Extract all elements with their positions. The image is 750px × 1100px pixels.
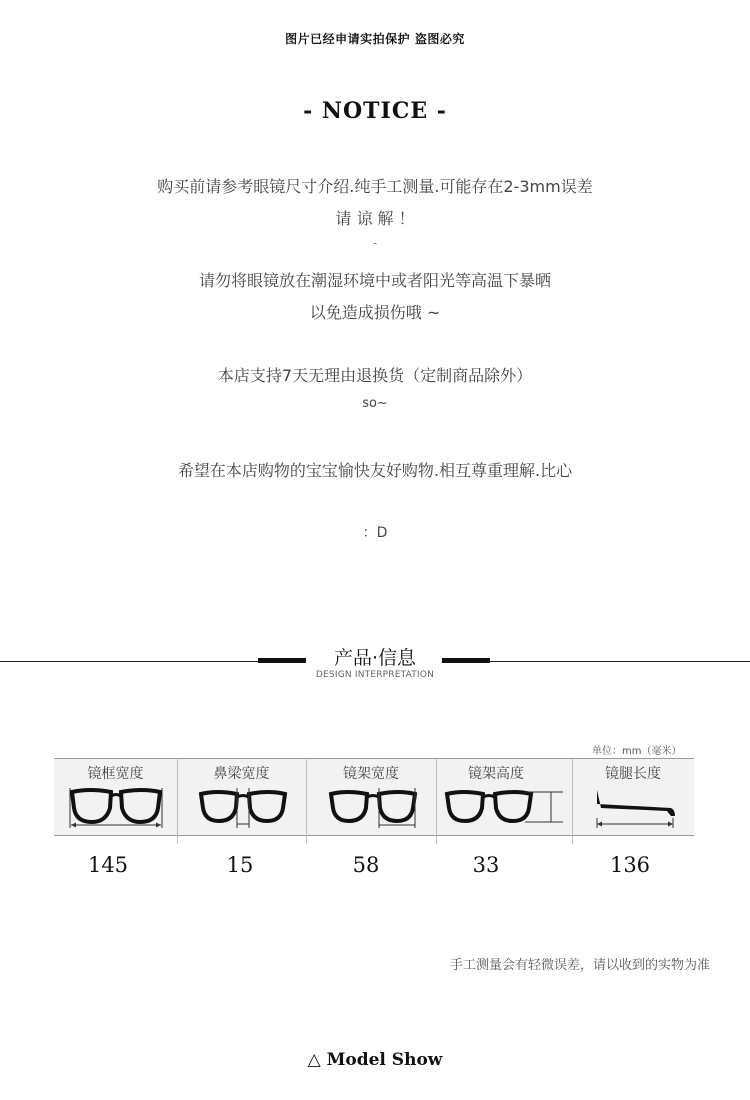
notice-line-storage: 请勿将眼镜放在潮湿环境中或者阳光等高温下暴晒 [198, 271, 551, 290]
notice-line-size-reference: 购买前请参考眼镜尺寸介绍.纯手工测量.可能存在2-3mm误差 [157, 177, 593, 196]
notice-separator: - [372, 236, 378, 250]
lens-width-icon [327, 784, 419, 830]
section-subtitle: DESIGN INTERPRETATION [315, 670, 435, 680]
label-temple-length: 镜腿长度 [605, 766, 661, 782]
value-bridge-width: 15 [226, 853, 254, 877]
label-frame-width: 镜框宽度 [87, 766, 144, 782]
notice-line-so: so~ [362, 396, 388, 411]
notice-line-damage: 以免造成损伤哦 ~ [309, 303, 441, 322]
protection-notice: 图片已经申请实拍保护 盗图必究 [285, 32, 465, 46]
notice-line-smile: ：D [362, 525, 388, 541]
notice-line-apology: 请 谅 解 ！ [335, 209, 415, 228]
bridge-width-icon [197, 784, 289, 830]
value-frame-width: 145 [87, 853, 129, 877]
unit-label: 单位：mm（毫米） [592, 746, 682, 757]
value-lens-height: 33 [472, 853, 500, 877]
value-temple-length: 136 [609, 853, 651, 877]
label-bridge-width: 鼻梁宽度 [213, 766, 270, 782]
section-title: 产品·信息 [333, 647, 417, 669]
label-lens-width: 镜架宽度 [343, 766, 399, 782]
model-show-heading: △ Model Show [307, 1050, 443, 1070]
notice-title: - NOTICE - [303, 98, 447, 124]
frame-width-icon [66, 784, 166, 830]
notice-line-returns: 本店支持7天无理由退换货（定制商品除外） [217, 366, 533, 385]
temple-length-icon [593, 784, 677, 830]
measurement-footnote: 手工测量会有轻微误差，请以收到的实物为准 [449, 958, 710, 973]
lens-height-icon [443, 784, 565, 830]
notice-line-wish: 希望在本店购物的宝宝愉快友好购物.相互尊重理解.比心 [177, 461, 573, 480]
label-lens-height: 镜架高度 [468, 766, 524, 782]
value-lens-width: 58 [352, 853, 380, 877]
